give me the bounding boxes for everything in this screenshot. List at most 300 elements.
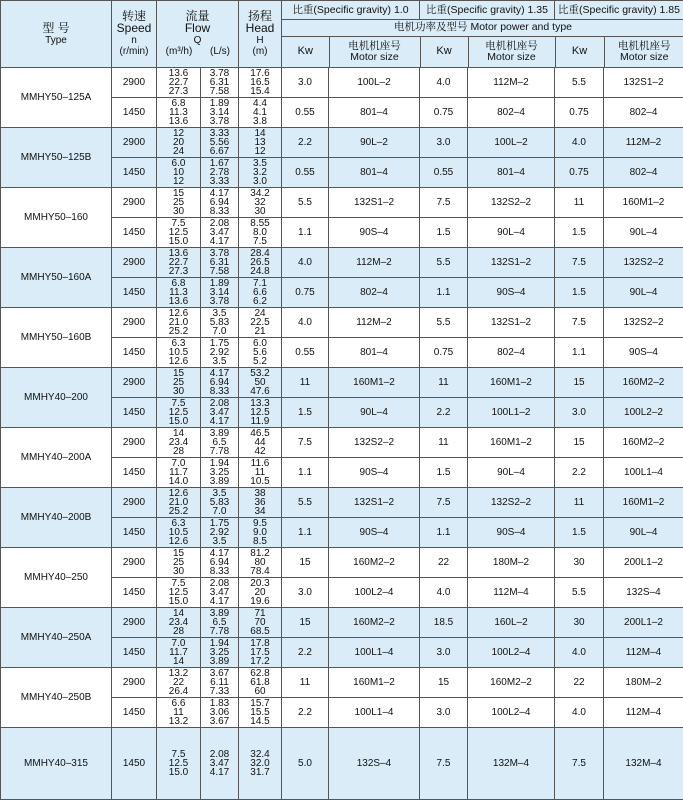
motor-sg2-cell: 112M–4 — [468, 578, 555, 608]
flow-ls-cell-value: 1.67 — [201, 159, 238, 168]
motor-sg1-cell: 90S–4 — [329, 458, 420, 488]
speed-cell: 1450 — [112, 98, 157, 128]
head-cell-value: 14 — [239, 129, 281, 138]
sg3-header: 比重(Specific gravity) 1.85 — [555, 1, 683, 20]
head-cell-value: 9.5 — [239, 519, 281, 528]
head-cell-value: 17.8 — [239, 639, 281, 648]
motor-size-2-header: 电机机座号 Motor size — [468, 36, 555, 67]
flow-m3h-cell — [157, 668, 201, 698]
kw-sg2-cell: 7.5 — [420, 728, 468, 800]
motor-sg2-cell: 100L–2 — [468, 128, 555, 158]
motor-sg3-cell: 132S2–2 — [604, 248, 683, 278]
speed-cell: 2900 — [112, 428, 157, 458]
head-cell-value: 12.5 — [239, 408, 281, 417]
flow-ls-cell-value: 6.67 — [201, 147, 238, 156]
head-cell-value: 46.5 — [239, 429, 281, 438]
flow-ls-cell — [201, 98, 239, 128]
flow-ls-cell-value: 6.11 — [201, 678, 238, 687]
flow-ls-cell-value: 7.78 — [201, 627, 238, 636]
flow-ls-cell-value: 6.94 — [201, 378, 238, 387]
head-cell — [239, 578, 282, 608]
table-row — [1, 248, 683, 278]
kw-sg1-cell: 5.5 — [282, 188, 329, 218]
motor-sg1-cell: 160M2–2 — [329, 548, 420, 578]
flow-m3h-cell — [157, 578, 201, 608]
model-cell: MMHY50–160A — [1, 248, 112, 308]
flow-ls-cell-value: 5.56 — [201, 138, 238, 147]
motor-sg1-cell: 100L1–4 — [329, 698, 420, 728]
head-cell — [239, 338, 282, 368]
flow-m3h-cell — [157, 368, 201, 398]
head-cell-value: 44 — [239, 438, 281, 447]
kw-sg2-cell: 22 — [420, 548, 468, 578]
motor-sg2-cell: 100L2–4 — [468, 638, 555, 668]
flow-m3h-cell-value: 22 — [157, 678, 200, 687]
head-header: 扬程 Head H (m) — [239, 1, 282, 68]
head-cell-value: 9.0 — [239, 528, 281, 537]
flow-m3h-cell — [157, 518, 201, 548]
kw-sg1-cell: 2.2 — [282, 128, 329, 158]
head-cell — [239, 278, 282, 308]
flow-ls-cell-value: 3.5 — [201, 537, 238, 546]
flow-ls-cell-value: 6.5 — [201, 438, 238, 447]
flow-ls-cell — [201, 608, 239, 638]
head-cell-value: 38 — [239, 489, 281, 498]
motor-sg1-cell: 132S–4 — [329, 728, 420, 800]
kw-sg2-cell: 11 — [420, 428, 468, 458]
flow-ls-cell — [201, 248, 239, 278]
flow-ls-cell-value: 3.78 — [201, 249, 238, 258]
head-cell-value: 78.4 — [239, 567, 281, 576]
head-cell-value: 3.2 — [239, 168, 281, 177]
sg2-header: 比重(Specific gravity) 1.35 — [420, 1, 555, 20]
flow-m3h-cell-value: 7.0 — [157, 459, 200, 468]
flow-ls-cell-value: 1.94 — [201, 459, 238, 468]
motor-sg2-cell: 160M1–2 — [468, 368, 555, 398]
head-cell — [239, 398, 282, 428]
flow-ls-cell-value: 3.67 — [201, 717, 238, 726]
flow-ls-cell — [201, 308, 239, 338]
type-header: 型 号 Type — [1, 1, 112, 68]
flow-ls-cell-value: 8.33 — [201, 387, 238, 396]
flow-m3h-cell-value: 25.2 — [157, 327, 200, 336]
flow-ls-cell-value: 6.31 — [201, 258, 238, 267]
flow-ls-cell-value: 4.17 — [201, 189, 238, 198]
flow-m3h-cell-value: 6.3 — [157, 519, 200, 528]
head-cell-value: 32 — [239, 198, 281, 207]
flow-ls-cell — [201, 338, 239, 368]
speed-cell: 1450 — [112, 458, 157, 488]
head-cell — [239, 458, 282, 488]
flow-m3h-cell — [157, 548, 201, 578]
kw-sg1-cell: 7.5 — [282, 428, 329, 458]
table-row — [1, 728, 683, 800]
model-group — [1, 248, 683, 308]
flow-m3h-cell-value: 12 — [157, 177, 200, 186]
kw-2-header: Kw — [420, 36, 468, 67]
flow-m3h-cell-value: 25.2 — [157, 507, 200, 516]
head-cell-value: 42 — [239, 447, 281, 456]
flow-m3h-cell-value: 22.7 — [157, 258, 200, 267]
motor-sg2-cell: 90S–4 — [468, 278, 555, 308]
head-cell-value: 31.7 — [239, 768, 281, 777]
flow-m3h-cell-value: 12.6 — [157, 489, 200, 498]
kw-1-header: Kw — [282, 36, 329, 67]
flow-ls-cell-value: 7.33 — [201, 687, 238, 696]
kw-sg1-cell: 0.75 — [282, 278, 329, 308]
flow-ls-cell-value: 3.25 — [201, 648, 238, 657]
model-group — [1, 488, 683, 548]
motor-sg2-cell: 802–4 — [468, 338, 555, 368]
flow-m3h-cell-value: 27.3 — [157, 87, 200, 96]
flow-m3h-cell-value: 23.4 — [157, 618, 200, 627]
motor-sg2-cell: 180M–2 — [468, 548, 555, 578]
flow-ls-cell-value: 1.94 — [201, 639, 238, 648]
speed-cell: 1450 — [112, 218, 157, 248]
head-cell-value: 34 — [239, 507, 281, 516]
flow-m3h-cell-value: 30 — [157, 387, 200, 396]
flow-m3h-cell — [157, 68, 201, 98]
head-cell-value: 8.0 — [239, 228, 281, 237]
flow-m3h-cell-value: 15 — [157, 549, 200, 558]
model-group — [1, 548, 683, 608]
flow-m3h-cell-value: 21.0 — [157, 318, 200, 327]
table-row — [1, 128, 683, 158]
motor-sg1-cell: 160M1–2 — [329, 368, 420, 398]
flow-m3h-cell-value: 12.6 — [157, 309, 200, 318]
flow-m3h-cell-value: 6.6 — [157, 699, 200, 708]
motor-size-1-header: 电机机座号 Motor size — [329, 36, 420, 67]
motor-sg1-cell: 802–4 — [329, 278, 420, 308]
speed-cell: 2900 — [112, 188, 157, 218]
flow-ls-cell-value: 4.17 — [201, 549, 238, 558]
flow-m3h-cell-value: 6.8 — [157, 99, 200, 108]
flow-m3h-cell-value: 7.0 — [157, 639, 200, 648]
flow-m3h-cell-value: 24 — [157, 147, 200, 156]
flow-m3h-cell-value: 7.5 — [157, 219, 200, 228]
head-cell-value: 13 — [239, 138, 281, 147]
flow-ls-cell-value: 3.78 — [201, 117, 238, 126]
flow-ls-cell-value: 3.89 — [201, 429, 238, 438]
head-cell-value: 15.5 — [239, 708, 281, 717]
model-cell: MMHY40–250 — [1, 548, 112, 608]
motor-sg1-cell: 132S1–2 — [329, 188, 420, 218]
motor-sg3-cell: 112M–2 — [604, 128, 683, 158]
motor-sg3-cell: 100L2–2 — [604, 398, 683, 428]
kw-sg1-cell: 2.2 — [282, 698, 329, 728]
flow-ls-cell-value: 3.5 — [201, 357, 238, 366]
motor-sg1-cell: 132S2–2 — [329, 428, 420, 458]
kw-sg1-cell: 11 — [282, 668, 329, 698]
motor-sg3-cell: 200L1–2 — [604, 548, 683, 578]
sg1-header: 比重(Specific gravity) 1.0 — [282, 1, 420, 20]
flow-ls-cell-value: 3.78 — [201, 69, 238, 78]
motor-sg3-cell: 160M1–2 — [604, 488, 683, 518]
motor-sg3-cell: 160M1–2 — [604, 188, 683, 218]
kw-sg1-cell: 1.1 — [282, 218, 329, 248]
speed-cell: 1450 — [112, 728, 157, 800]
model-group — [1, 128, 683, 188]
head-cell-value: 61.8 — [239, 678, 281, 687]
head-cell-value: 81.2 — [239, 549, 281, 558]
motor-sg1-cell: 100L–2 — [329, 68, 420, 98]
kw-sg2-cell: 7.5 — [420, 188, 468, 218]
flow-m3h-cell-value: 7.5 — [157, 579, 200, 588]
head-cell-value: 30 — [239, 207, 281, 216]
flow-header: 流量 Flow Q (m³/h) (L/s) — [157, 1, 239, 68]
head-cell-value: 80 — [239, 558, 281, 567]
flow-ls-cell-value: 3.47 — [201, 408, 238, 417]
head-cell-value: 5.6 — [239, 348, 281, 357]
flow-ls-cell-value: 6.5 — [201, 618, 238, 627]
head-cell-value: 8.5 — [239, 537, 281, 546]
flow-m3h-cell — [157, 158, 201, 188]
head-cell — [239, 428, 282, 458]
flow-ls-cell — [201, 398, 239, 428]
flow-ls-cell-value: 3.33 — [201, 129, 238, 138]
head-cell-value: 10.5 — [239, 477, 281, 486]
flow-ls-cell — [201, 518, 239, 548]
head-cell — [239, 728, 282, 800]
kw-sg3-cell: 0.75 — [555, 98, 604, 128]
flow-ls-cell-value: 2.92 — [201, 348, 238, 357]
flow-ls-cell — [201, 158, 239, 188]
head-cell-value: 62.8 — [239, 669, 281, 678]
flow-m3h-cell-value: 25 — [157, 198, 200, 207]
speed-cell: 2900 — [112, 308, 157, 338]
speed-header: 转速 Speed n (r/min) — [112, 1, 157, 68]
table-row — [1, 548, 683, 578]
head-cell-value: 26.5 — [239, 258, 281, 267]
speed-cell: 1450 — [112, 278, 157, 308]
motor-sg3-cell: 132S1–2 — [604, 68, 683, 98]
motor-sg3-cell: 90S–4 — [604, 338, 683, 368]
kw-sg1-cell: 1.1 — [282, 518, 329, 548]
model-group — [1, 368, 683, 428]
kw-sg1-cell: 0.55 — [282, 98, 329, 128]
flow-ls-cell-value: 8.33 — [201, 567, 238, 576]
head-cell-value: 24.8 — [239, 267, 281, 276]
flow-m3h-cell-value: 22.7 — [157, 78, 200, 87]
flow-ls-cell-value: 8.33 — [201, 207, 238, 216]
head-cell-value: 71 — [239, 609, 281, 618]
motor-sg3-cell: 160M2–2 — [604, 428, 683, 458]
flow-ls-cell-value: 6.94 — [201, 558, 238, 567]
motor-size-3-header: 电机机座号 Motor size — [604, 36, 683, 67]
flow-ls-cell-value: 4.17 — [201, 768, 238, 777]
motor-sg2-cell: 90L–4 — [468, 218, 555, 248]
motor-sg1-cell: 160M2–2 — [329, 608, 420, 638]
speed-cell: 1450 — [112, 338, 157, 368]
model-cell: MMHY50–125A — [1, 68, 112, 128]
motor-sg2-cell: 132S2–2 — [468, 488, 555, 518]
flow-m3h-cell — [157, 428, 201, 458]
head-cell-value: 11.6 — [239, 459, 281, 468]
model-cell: MMHY40–315 — [1, 728, 112, 800]
table-row — [1, 488, 683, 518]
flow-ls-cell — [201, 218, 239, 248]
head-cell-value: 4.1 — [239, 108, 281, 117]
kw-sg1-cell: 15 — [282, 608, 329, 638]
model-group — [1, 68, 683, 128]
flow-m3h-cell-value: 14.0 — [157, 477, 200, 486]
kw-sg2-cell: 0.75 — [420, 98, 468, 128]
motor-sg1-cell: 801–4 — [329, 98, 420, 128]
kw-sg3-cell: 4.0 — [555, 128, 604, 158]
motor-sg1-cell: 90S–4 — [329, 518, 420, 548]
model-group — [1, 308, 683, 368]
head-cell-value: 70 — [239, 618, 281, 627]
flow-ls-cell-value: 7.0 — [201, 327, 238, 336]
flow-m3h-cell-value: 12.5 — [157, 759, 200, 768]
flow-ls-cell-value: 6.31 — [201, 78, 238, 87]
speed-cell: 1450 — [112, 578, 157, 608]
head-cell — [239, 548, 282, 578]
flow-m3h-cell — [157, 638, 201, 668]
motor-sg2-cell: 160M2–2 — [468, 668, 555, 698]
kw-sg3-cell: 5.5 — [555, 578, 604, 608]
flow-m3h-cell-value: 21.0 — [157, 498, 200, 507]
flow-ls-cell-value: 4.17 — [201, 597, 238, 606]
head-cell-value: 14.5 — [239, 717, 281, 726]
model-cell: MMHY40–200A — [1, 428, 112, 488]
table-row — [1, 68, 683, 98]
flow-m3h-cell-value: 15.0 — [157, 417, 200, 426]
flow-m3h-cell — [157, 608, 201, 638]
flow-ls-cell — [201, 368, 239, 398]
flow-ls-cell-value: 3.14 — [201, 288, 238, 297]
head-cell — [239, 158, 282, 188]
speed-cell: 1450 — [112, 638, 157, 668]
kw-sg1-cell: 3.0 — [282, 68, 329, 98]
flow-m3h-cell-value: 14 — [157, 429, 200, 438]
flow-ls-cell — [201, 698, 239, 728]
head-cell-value: 17.2 — [239, 657, 281, 666]
table-row — [1, 668, 683, 698]
flow-ls-cell-value: 4.17 — [201, 369, 238, 378]
kw-sg2-cell: 18.5 — [420, 608, 468, 638]
flow-m3h-cell — [157, 308, 201, 338]
flow-m3h-cell-value: 13.2 — [157, 669, 200, 678]
flow-ls-cell-value: 1.83 — [201, 699, 238, 708]
flow-ls-cell — [201, 68, 239, 98]
kw-sg3-cell: 7.5 — [555, 248, 604, 278]
motor-sg1-cell: 100L1–4 — [329, 638, 420, 668]
head-cell — [239, 128, 282, 158]
flow-m3h-cell — [157, 128, 201, 158]
flow-ls-cell-value: 3.5 — [201, 309, 238, 318]
motor-sg3-cell: 112M–4 — [604, 638, 683, 668]
head-cell-value: 7.5 — [239, 237, 281, 246]
kw-sg3-cell: 4.0 — [555, 698, 604, 728]
kw-sg3-cell: 30 — [555, 608, 604, 638]
flow-ls-cell-value: 7.58 — [201, 87, 238, 96]
head-cell-value: 22.5 — [239, 318, 281, 327]
flow-m3h-cell-value: 6.3 — [157, 339, 200, 348]
head-cell — [239, 488, 282, 518]
flow-m3h-cell-value: 12.6 — [157, 537, 200, 546]
head-cell-value: 47.6 — [239, 387, 281, 396]
head-cell-value: 6.0 — [239, 339, 281, 348]
flow-m3h-cell — [157, 338, 201, 368]
motor-sg2-cell: 801–4 — [468, 158, 555, 188]
speed-cell: 2900 — [112, 548, 157, 578]
head-cell — [239, 368, 282, 398]
head-cell-value: 11.9 — [239, 417, 281, 426]
flow-m3h-cell-value: 25 — [157, 558, 200, 567]
head-cell-value: 15.7 — [239, 699, 281, 708]
head-cell — [239, 608, 282, 638]
motor-sg1-cell: 160M1–2 — [329, 668, 420, 698]
flow-m3h-cell — [157, 188, 201, 218]
motor-sg3-cell: 160M2–2 — [604, 368, 683, 398]
motor-sg2-cell: 132S1–2 — [468, 248, 555, 278]
head-cell-value: 50 — [239, 378, 281, 387]
head-cell-value: 6.6 — [239, 288, 281, 297]
motor-sg3-cell: 100L1–4 — [604, 458, 683, 488]
motor-sg1-cell: 801–4 — [329, 158, 420, 188]
kw-sg3-cell: 4.0 — [555, 638, 604, 668]
flow-m3h-cell — [157, 488, 201, 518]
head-cell-value: 19.6 — [239, 597, 281, 606]
kw-sg3-cell: 15 — [555, 368, 604, 398]
flow-ls-cell-value: 1.89 — [201, 99, 238, 108]
model-cell: MMHY50–125B — [1, 128, 112, 188]
kw-sg1-cell: 5.0 — [282, 728, 329, 800]
kw-sg2-cell: 4.0 — [420, 68, 468, 98]
flow-ls-cell-value: 7.0 — [201, 507, 238, 516]
kw-sg3-cell: 1.5 — [555, 278, 604, 308]
flow-ls-cell — [201, 728, 239, 800]
table-row — [1, 308, 683, 338]
kw-sg2-cell: 15 — [420, 668, 468, 698]
flow-m3h-cell-value: 15.0 — [157, 768, 200, 777]
flow-m3h-cell-value: 7.5 — [157, 399, 200, 408]
kw-sg2-cell: 5.5 — [420, 308, 468, 338]
flow-ls-cell-value: 2.08 — [201, 219, 238, 228]
flow-m3h-cell-value: 30 — [157, 567, 200, 576]
motor-sg1-cell: 100L2–4 — [329, 578, 420, 608]
motor-sg3-cell: 132S2–2 — [604, 308, 683, 338]
kw-sg2-cell: 4.0 — [420, 578, 468, 608]
motor-sg1-cell: 90S–4 — [329, 218, 420, 248]
kw-sg3-cell: 11 — [555, 488, 604, 518]
kw-sg2-cell: 0.55 — [420, 158, 468, 188]
motor-sg2-cell: 90L–4 — [468, 458, 555, 488]
motor-sg3-cell: 90L–4 — [604, 518, 683, 548]
flow-ls-cell — [201, 458, 239, 488]
flow-m3h-cell — [157, 98, 201, 128]
head-cell-value: 3.8 — [239, 117, 281, 126]
motor-sg1-cell: 801–4 — [329, 338, 420, 368]
head-cell — [239, 638, 282, 668]
flow-m3h-cell-value: 15.0 — [157, 597, 200, 606]
motor-sg1-cell: 112M–2 — [329, 308, 420, 338]
flow-ls-cell-value: 3.33 — [201, 177, 238, 186]
head-cell-value: 21 — [239, 327, 281, 336]
kw-sg3-cell: 2.2 — [555, 458, 604, 488]
kw-sg3-cell: 1.5 — [555, 518, 604, 548]
kw-sg2-cell: 3.0 — [420, 128, 468, 158]
table-row — [1, 608, 683, 638]
motor-sg2-cell: 100L1–2 — [468, 398, 555, 428]
kw-sg1-cell: 5.5 — [282, 488, 329, 518]
kw-sg2-cell: 2.2 — [420, 398, 468, 428]
flow-m3h-cell-value: 13.6 — [157, 249, 200, 258]
kw-sg2-cell: 1.5 — [420, 458, 468, 488]
motor-sg2-cell: 90S–4 — [468, 518, 555, 548]
head-cell-value: 3.5 — [239, 159, 281, 168]
